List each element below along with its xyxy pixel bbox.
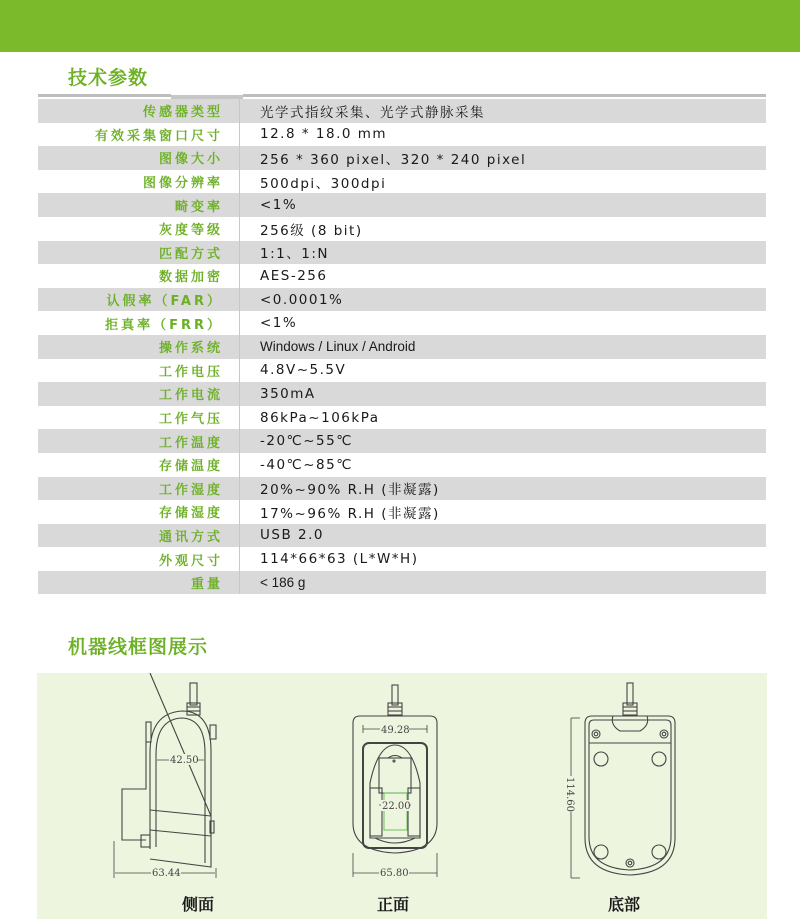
spec-label: 数据加密 [38, 264, 240, 288]
spec-label: 重量 [38, 571, 240, 595]
spec-value: 20%~90% R.H (非凝露) [260, 482, 440, 499]
spec-row [38, 99, 766, 123]
spec-row [38, 193, 766, 217]
spec-label: 传感器类型 [38, 99, 240, 123]
spec-row [38, 311, 766, 335]
spec-label: 存储湿度 [38, 500, 240, 524]
spec-label: 外观尺寸 [38, 547, 240, 571]
spec-label: 操作系统 [38, 335, 240, 359]
spec-row [38, 123, 766, 147]
spec-value: 256级 (8 bit) [260, 222, 363, 239]
spec-rows [38, 99, 766, 594]
spec-value: <1% [260, 315, 298, 332]
section-title-specs: 技术参数 [68, 67, 149, 89]
spec-label: 工作湿度 [38, 477, 240, 501]
spec-value: 4.8V~5.5V [260, 362, 347, 379]
spec-label: 灰度等级 [38, 217, 240, 241]
section-title-wireframe: 机器线框图展示 [68, 636, 209, 658]
bottom-length-dimension: 114.60 [564, 777, 575, 812]
spec-value: 12.8 * 18.0 mm [260, 126, 388, 143]
spec-label: 通讯方式 [38, 524, 240, 548]
side-inner-dimension: 42.50 [170, 755, 199, 766]
spec-row [38, 382, 766, 406]
spec-value: < 186 g [260, 575, 306, 591]
side-view-drawing [107, 673, 257, 893]
spec-value: 86kPa~106kPa [260, 409, 380, 426]
spec-row [38, 429, 766, 453]
spec-row [38, 571, 766, 595]
front-view [330, 673, 470, 919]
spec-value: 17%~96% R.H (非凝露) [260, 505, 440, 522]
bottom-view [550, 673, 700, 919]
spec-row [38, 547, 766, 571]
bottom-view-caption: 底部 [608, 895, 641, 914]
spec-label: 工作温度 [38, 429, 240, 453]
front-width-dimension: 65.80 [380, 868, 409, 879]
spec-label: 拒真率（FRR） [38, 311, 240, 335]
spec-value: <0.0001% [260, 291, 344, 308]
spec-value: Windows / Linux / Android [260, 339, 416, 355]
spec-row [38, 500, 766, 524]
spec-value: -20℃~55℃ [260, 433, 353, 450]
spec-row [38, 217, 766, 241]
spec-value: 光学式指纹采集、光学式静脉采集 [260, 104, 485, 121]
spec-label: 认假率（FAR） [38, 288, 240, 312]
side-view [107, 673, 257, 919]
side-width-dimension: 63.44 [152, 868, 181, 879]
spec-row [38, 359, 766, 383]
bottom-view-drawing [550, 673, 700, 893]
spec-row [38, 406, 766, 430]
spec-label: 图像分辨率 [38, 170, 240, 194]
spec-value: 1:1、1:N [260, 246, 329, 263]
spec-value: AES-256 [260, 267, 328, 284]
spec-row [38, 170, 766, 194]
spec-label: 工作气压 [38, 406, 240, 430]
spec-label: 存储温度 [38, 453, 240, 477]
front-top-dimension: 49.28 [381, 725, 410, 736]
spec-row [38, 453, 766, 477]
front-view-caption: 正面 [377, 895, 410, 914]
spec-value: 256 * 360 pixel、320 * 240 pixel [260, 151, 527, 168]
spec-row [38, 524, 766, 548]
spec-value: 350mA [260, 385, 316, 402]
spec-value: <1% [260, 197, 298, 214]
spec-label: 有效采集窗口尺寸 [38, 123, 240, 147]
spec-label: 畸变率 [38, 193, 240, 217]
side-view-caption: 侧面 [182, 895, 215, 914]
spec-label: 匹配方式 [38, 241, 240, 265]
spec-row [38, 241, 766, 265]
spec-value: 500dpi、300dpi [260, 175, 387, 192]
spec-label: 图像大小 [38, 146, 240, 170]
spec-row [38, 477, 766, 501]
spec-value: USB 2.0 [260, 527, 324, 544]
spec-row [38, 288, 766, 312]
spec-value: 114*66*63 (L*W*H) [260, 551, 419, 568]
spec-value: -40℃~85℃ [260, 456, 353, 473]
spec-row [38, 264, 766, 288]
spec-table [38, 92, 766, 594]
spec-label: 工作电压 [38, 359, 240, 383]
spec-row [38, 335, 766, 359]
top-banner [0, 0, 800, 52]
front-view-drawing [330, 673, 470, 893]
spec-label: 工作电流 [38, 382, 240, 406]
wireframe-panel [37, 673, 767, 919]
front-window-dimension: 22.00 [382, 801, 411, 812]
spec-row [38, 146, 766, 170]
table-top-rule [38, 92, 766, 99]
